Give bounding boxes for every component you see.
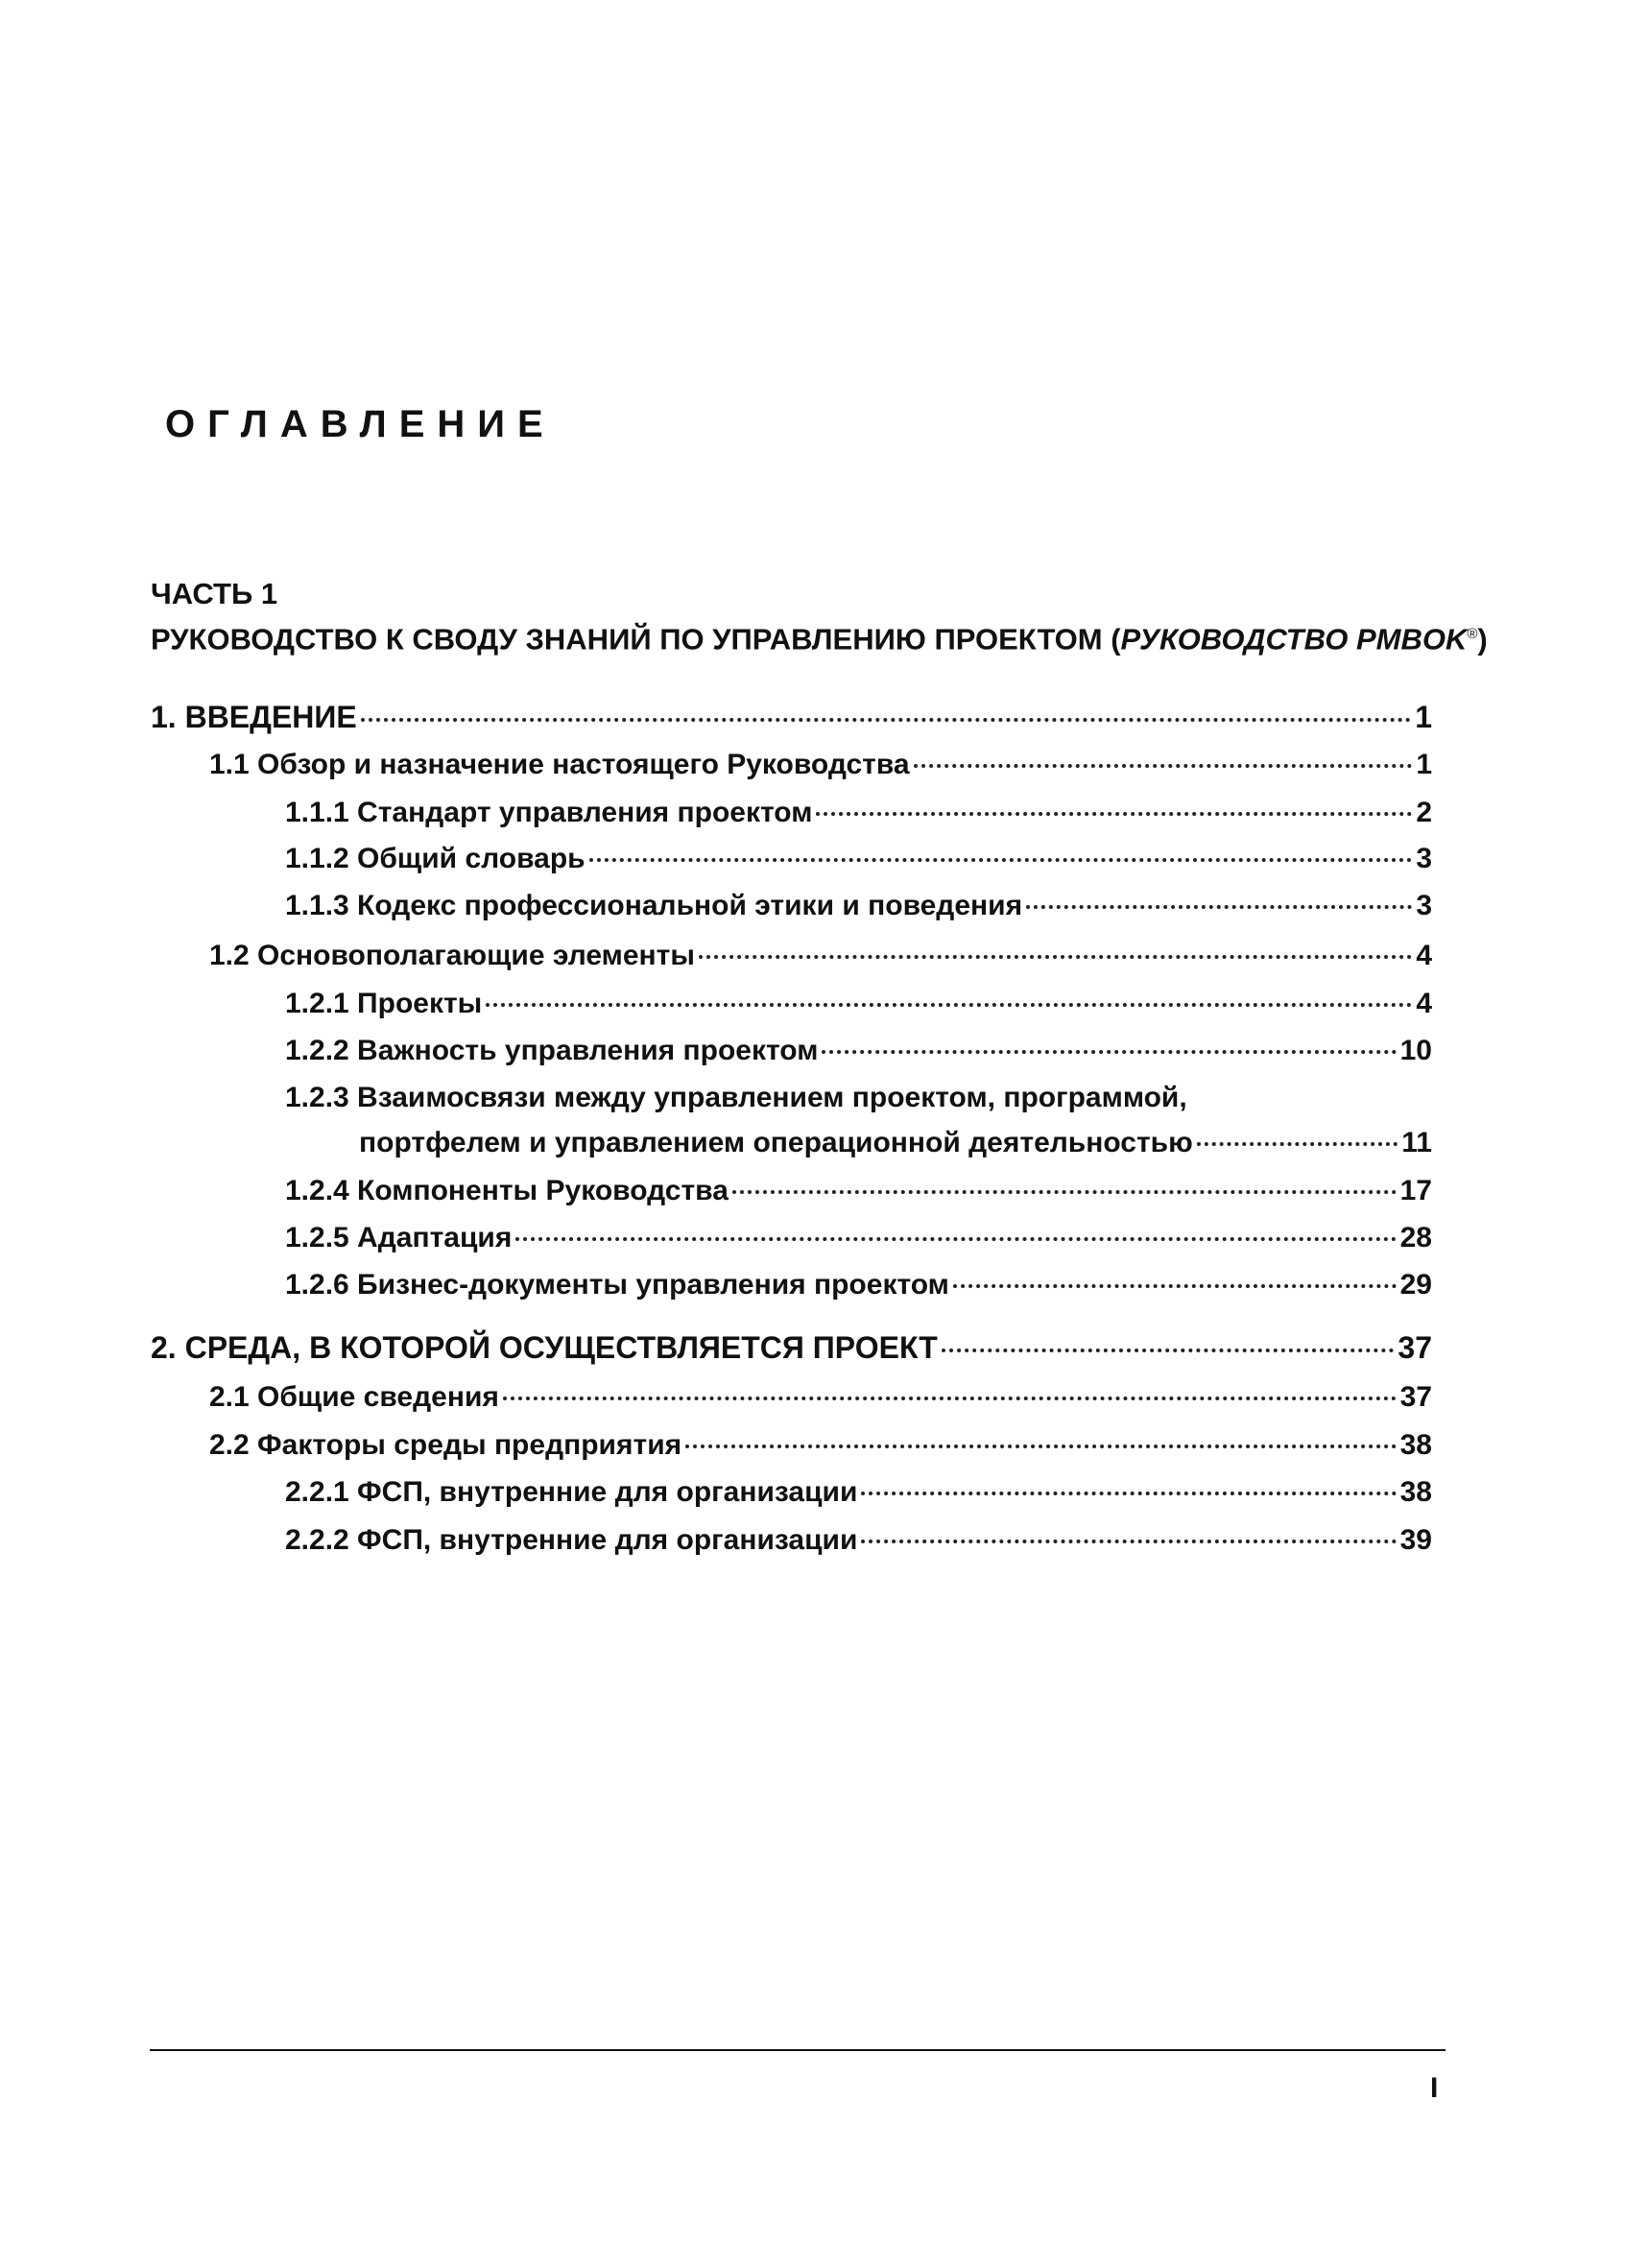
toc-entry-title: 1.2.6 Бизнес-документы управления проектом xyxy=(285,1269,949,1301)
part-title-italic: РУКОВОДСТВО PMBOK xyxy=(1120,622,1468,657)
dot-leader xyxy=(699,955,1412,959)
toc-entry-page: 37 xyxy=(1399,1381,1432,1413)
toc-entry-1-2-5[interactable] xyxy=(285,1221,1432,1255)
toc-entry-2-2[interactable] xyxy=(209,1428,1432,1463)
dot-leader xyxy=(515,1237,1396,1241)
toc-entry-title: 1.1.1 Стандарт управления проектом xyxy=(285,797,813,828)
toc-entry-page: 4 xyxy=(1416,940,1432,971)
toc-entry-2-2-1[interactable] xyxy=(285,1475,1432,1510)
toc-entry-page: 29 xyxy=(1399,1269,1432,1301)
toc-entry-page: 4 xyxy=(1416,988,1432,1019)
toc-entry-1[interactable] xyxy=(151,700,1432,734)
dot-leader xyxy=(732,1190,1397,1194)
toc-entry-page: 39 xyxy=(1399,1524,1432,1556)
dot-leader xyxy=(685,1444,1396,1448)
dot-leader xyxy=(816,812,1412,816)
toc-entry-title: 1.1 Обзор и назначение настоящего Руководства xyxy=(209,749,910,780)
toc-entry-title: 2.2.1 ФСП, внутренние для организации xyxy=(285,1476,858,1508)
toc-entry-page: 38 xyxy=(1399,1429,1432,1461)
toc-entry-2-1[interactable] xyxy=(209,1380,1432,1415)
toc-entry-page: 38 xyxy=(1399,1476,1432,1508)
toc-entry-1-2-4[interactable] xyxy=(285,1174,1432,1208)
toc-entry-1-1-2[interactable] xyxy=(285,842,1432,876)
toc-entry-title: 2. СРЕДА, В КОТОРОЙ ОСУЩЕСТВЛЯЕТСЯ ПРОЕКТ xyxy=(151,1330,938,1365)
toc-entry-title: 2.2 Факторы среды предприятия xyxy=(209,1429,682,1461)
toc-entry-page: 10 xyxy=(1399,1035,1432,1066)
page-number: I xyxy=(1430,2072,1439,2104)
dot-leader xyxy=(822,1050,1396,1054)
toc-entry-1-1[interactable] xyxy=(209,748,1432,782)
toc-entry-title: 2.2.2 ФСП, внутренние для организации xyxy=(285,1524,858,1556)
toc-entry-1-2-6[interactable] xyxy=(285,1268,1432,1302)
toc-entry-page: 37 xyxy=(1398,1330,1432,1365)
toc-entry-title: 1.2.5 Адаптация xyxy=(285,1222,513,1253)
toc-entry-1-2-3-line1[interactable]: 1.2.3 Взаимосвязи между управлением проектом, программой, xyxy=(285,1082,1187,1113)
toc-entry-page: 17 xyxy=(1399,1175,1432,1206)
toc-entry-page: 28 xyxy=(1399,1222,1432,1253)
toc-entry-1-1-1[interactable] xyxy=(285,796,1432,830)
dot-leader xyxy=(861,1540,1396,1543)
dot-leader xyxy=(1026,905,1412,909)
part-title-close: ) xyxy=(1477,622,1488,657)
toc-entry-1-2[interactable] xyxy=(209,939,1432,973)
toc-entry-title: 1.1.3 Кодекс профессиональной этики и поведения xyxy=(285,890,1023,921)
toc-entry-2-2-2[interactable] xyxy=(285,1523,1432,1558)
toc-entry-title: 1. ВВЕДЕНИЕ xyxy=(151,700,357,734)
toc-entry-page: 2 xyxy=(1416,797,1432,828)
dot-leader xyxy=(914,764,1413,768)
part-title-main: РУКОВОДСТВО К СВОДУ ЗНАНИЙ ПО УПРАВЛЕНИЮ ПРОЕКТОМ ( xyxy=(151,622,1121,657)
toc-entry-1-1-3[interactable] xyxy=(285,889,1432,923)
toc-entry-title: 1.2.1 Проекты xyxy=(285,988,483,1019)
toc-entry-1-2-1[interactable] xyxy=(285,987,1432,1021)
toc-entry-page: 3 xyxy=(1416,843,1432,874)
registered-mark: ® xyxy=(1467,626,1478,642)
footer-rule xyxy=(150,2049,1446,2051)
dot-leader xyxy=(589,858,1413,862)
toc-entry-1-2-3[interactable] xyxy=(359,1126,1432,1160)
toc-entry-title: 1.2.4 Компоненты Руководства xyxy=(285,1175,729,1206)
dot-leader xyxy=(503,1397,1397,1400)
dot-leader xyxy=(942,1349,1395,1352)
dot-leader xyxy=(486,1003,1412,1007)
toc-entry-title: портфелем и управлением операционной деятельностью xyxy=(359,1127,1193,1158)
dot-leader xyxy=(361,718,1411,722)
toc-entry-title: 1.2.2 Важность управления проектом xyxy=(285,1035,819,1066)
part-label: ЧАСТЬ 1 xyxy=(151,577,278,610)
dot-leader xyxy=(1197,1142,1398,1146)
dot-leader xyxy=(861,1492,1396,1495)
dot-leader xyxy=(953,1284,1397,1288)
toc-entry-page: 1 xyxy=(1416,749,1432,780)
toc-entry-title: 2.1 Общие сведения xyxy=(209,1381,499,1413)
toc-entry-page: 11 xyxy=(1401,1127,1432,1158)
toc-entry-page: 3 xyxy=(1416,890,1432,921)
toc-entry-title: 1.1.2 Общий словарь xyxy=(285,843,585,874)
page-title: ОГЛАВЛЕНИЕ xyxy=(165,403,556,445)
toc-entry-2[interactable] xyxy=(151,1330,1432,1365)
toc-entry-1-2-2[interactable] xyxy=(285,1034,1432,1068)
toc-entry-page: 1 xyxy=(1415,700,1432,734)
toc-entry-title: 1.2 Основополагающие элементы xyxy=(209,940,695,971)
